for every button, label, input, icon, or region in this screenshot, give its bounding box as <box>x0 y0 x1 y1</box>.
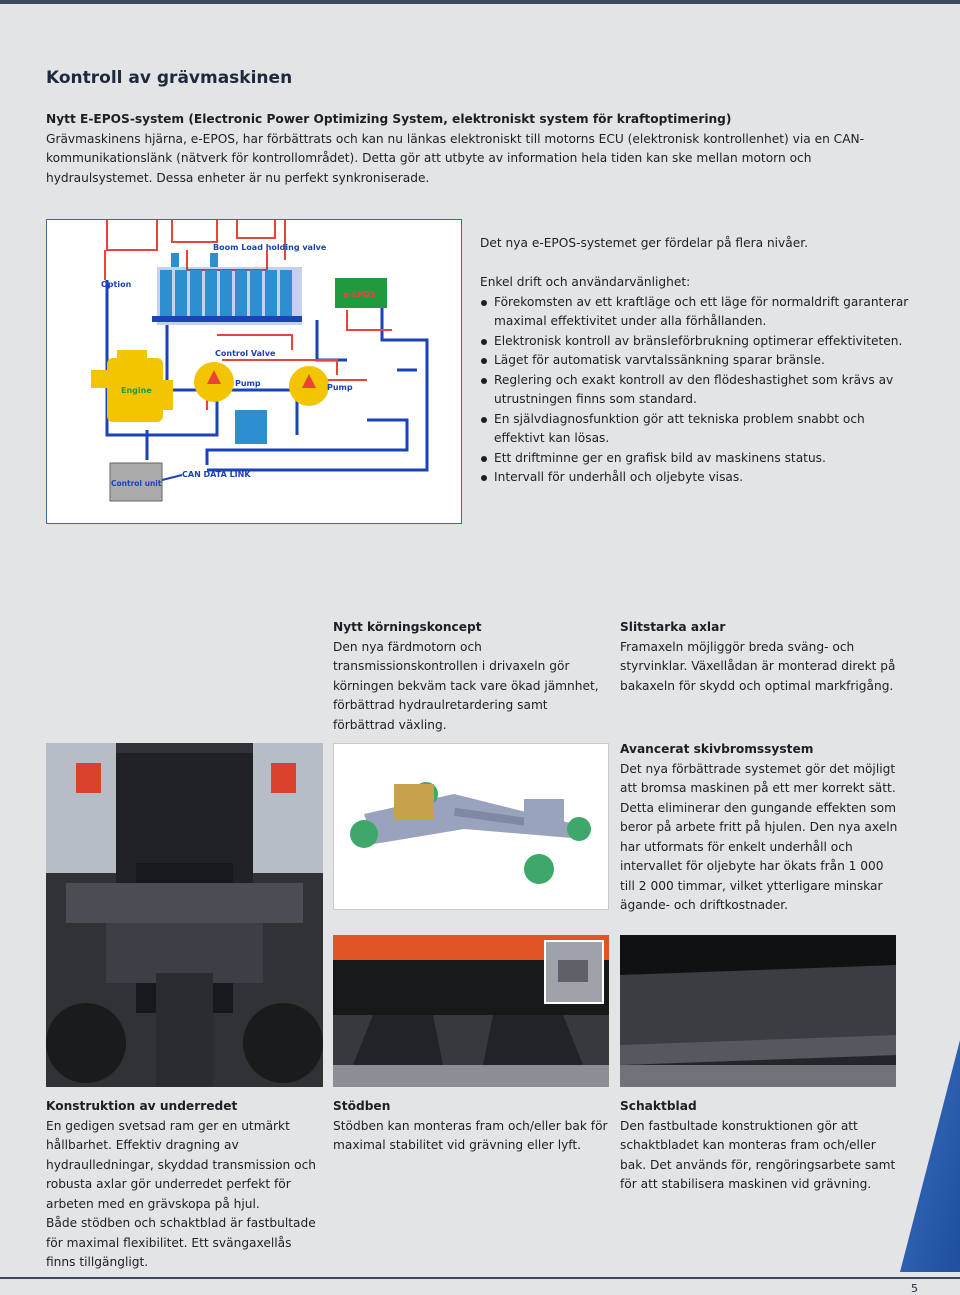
driving-title: Nytt körningskoncept <box>333 620 482 634</box>
benefits-section <box>480 234 910 488</box>
outriggers-body: Stödben kan monteras fram och/eller bak för maximal stabilitet vid grävning eller lyft. <box>333 1118 608 1152</box>
intro-subhead: Nytt E-EPOS-system (Electronic Power Optimizing System, elektroniskt system för kraftoptimering) <box>46 112 732 126</box>
list-item: Förekomsten av ett kraftläge och ett läge för normaldrift garanterar maximal effektivitet under alla förhållanden. <box>480 293 910 332</box>
outriggers-title: Stödben <box>333 1099 391 1113</box>
undercarriage-title: Konstruktion av underredet <box>46 1099 238 1113</box>
axle-photo <box>333 743 609 910</box>
axle-illustration <box>334 744 608 909</box>
blade-illustration <box>620 935 896 1087</box>
eepos-diagram-svg <box>47 220 461 523</box>
undercarriage-section <box>46 1097 324 1273</box>
boom-valves <box>171 253 218 267</box>
brakes-section <box>620 740 900 916</box>
outriggers-section <box>333 1097 611 1156</box>
label-pump-2: Pump <box>327 383 353 392</box>
undercarriage-illustration <box>46 743 323 1087</box>
blade-title: Schaktblad <box>620 1099 697 1113</box>
intro-body: Grävmaskinens hjärna, e-EPOS, har förbättrats och kan nu länkas elektroniskt till motorns ECU (elektronisk kontrollenhet) via en CAN-kommunikationslänk (nätverk för kontrollområdet). Detta gör att utbyte av information hela tiden kan ske mellan motorn och hydraulsystemet. Dessa enheter är nu perfekt synkroniserade. <box>46 131 865 185</box>
list-item: Intervall för underhåll och oljebyte visas. <box>480 468 910 488</box>
blade-section <box>620 1097 896 1195</box>
outrigger-illustration <box>333 935 609 1087</box>
outrigger-photo <box>333 935 609 1087</box>
benefits-list <box>480 293 910 488</box>
can-link-line <box>162 475 182 480</box>
list-item: En självdiagnosfunktion gör att tekniska problem snabbt och effektivt kan lösas. <box>480 410 910 449</box>
label-boom: Boom Load holding valve <box>213 243 327 252</box>
intro-section <box>46 110 916 188</box>
benefits-intro: Enkel drift och användarvänlighet: <box>480 275 691 289</box>
brakes-title: Avancerat skivbromssystem <box>620 742 814 756</box>
undercarriage-body: En gedigen svetsad ram ger en utmärkt hållbarhet. Effektiv dragning av hydraulledningar, skyddad transmission och robusta axlar gör underredet perfekt för arbeten med en grävskopa på hjul. <box>46 1118 317 1211</box>
axles-body: Framaxeln möjliggör breda sväng- och styrvinklar. Växellådan är monterad direkt på bakaxeln för skydd och optimal markfrigång. <box>620 639 896 693</box>
undercarriage-photo <box>46 743 323 1087</box>
label-eepos: e-EPOS <box>343 290 376 299</box>
list-item: Ett driftminne ger en grafisk bild av maskinens status. <box>480 449 910 469</box>
undercarriage-body-2: Både stödben och schaktblad är fastbultade för maximal flexibilitet. Ett svängaxellås finns tillgängligt. <box>46 1216 316 1269</box>
benefits-lead: Det nya e-EPOS-systemet ger fördelar på flera nivåer. <box>480 236 808 250</box>
middle-valve <box>235 410 267 444</box>
driving-body: Den nya färdmotorn och transmissionskontrollen i drivaxeln gör körningen bekväm tack vare ökad jämnhet, förbättrad hydraulretardering samt förbättrad växling. <box>333 639 599 732</box>
list-item: Reglering och exakt kontroll av den flödeshastighet som krävs av utrustningen finns som standard. <box>480 371 910 410</box>
blade-body: Den fastbultade konstruktionen gör att schaktbladet kan monteras fram och/eller bak. Det används för, rengöringsarbete samt för att stabilisera maskinen vid grävning. <box>620 1118 896 1191</box>
label-control-unit: Control unit <box>111 479 162 488</box>
list-item: Elektronisk kontroll av bränsleförbrukning optimerar effektiviteten. <box>480 332 910 352</box>
blade-photo <box>620 935 896 1087</box>
label-can: CAN DATA LINK <box>182 470 251 479</box>
top-rule <box>0 0 960 4</box>
axles-section <box>620 618 900 696</box>
axles-title: Slitstarka axlar <box>620 620 726 634</box>
pump-1-shape <box>194 362 234 402</box>
pump-2-shape <box>289 366 329 406</box>
label-engine: Engine <box>121 386 152 395</box>
page-number: 5 <box>911 1282 918 1295</box>
list-item: Läget för automatisk varvtalssänkning sparar bränsle. <box>480 351 910 371</box>
label-option: Option <box>101 280 132 289</box>
label-pump-1: Pump <box>235 379 261 388</box>
driving-section <box>333 618 608 735</box>
eepos-diagram <box>46 219 462 524</box>
label-control-valve: Control Valve <box>215 349 276 358</box>
page-title: Kontroll av grävmaskinen <box>46 68 293 88</box>
brakes-body: Det nya förbättrade systemet gör det möjligt att bromsa maskinen på ett mer korrekt sätt. Detta eliminerar den gungande effekten som beror på arbete fritt på hjulen. Den nya axeln har utformats för enkelt underhåll och intervallet för oljebyte har ökats från 1 000 till 2 000 timmar, vilket ytterligare minskar ägande- och driftkostnader. <box>620 761 898 912</box>
bottom-rule <box>0 1277 960 1279</box>
control-valve-block <box>152 267 302 325</box>
